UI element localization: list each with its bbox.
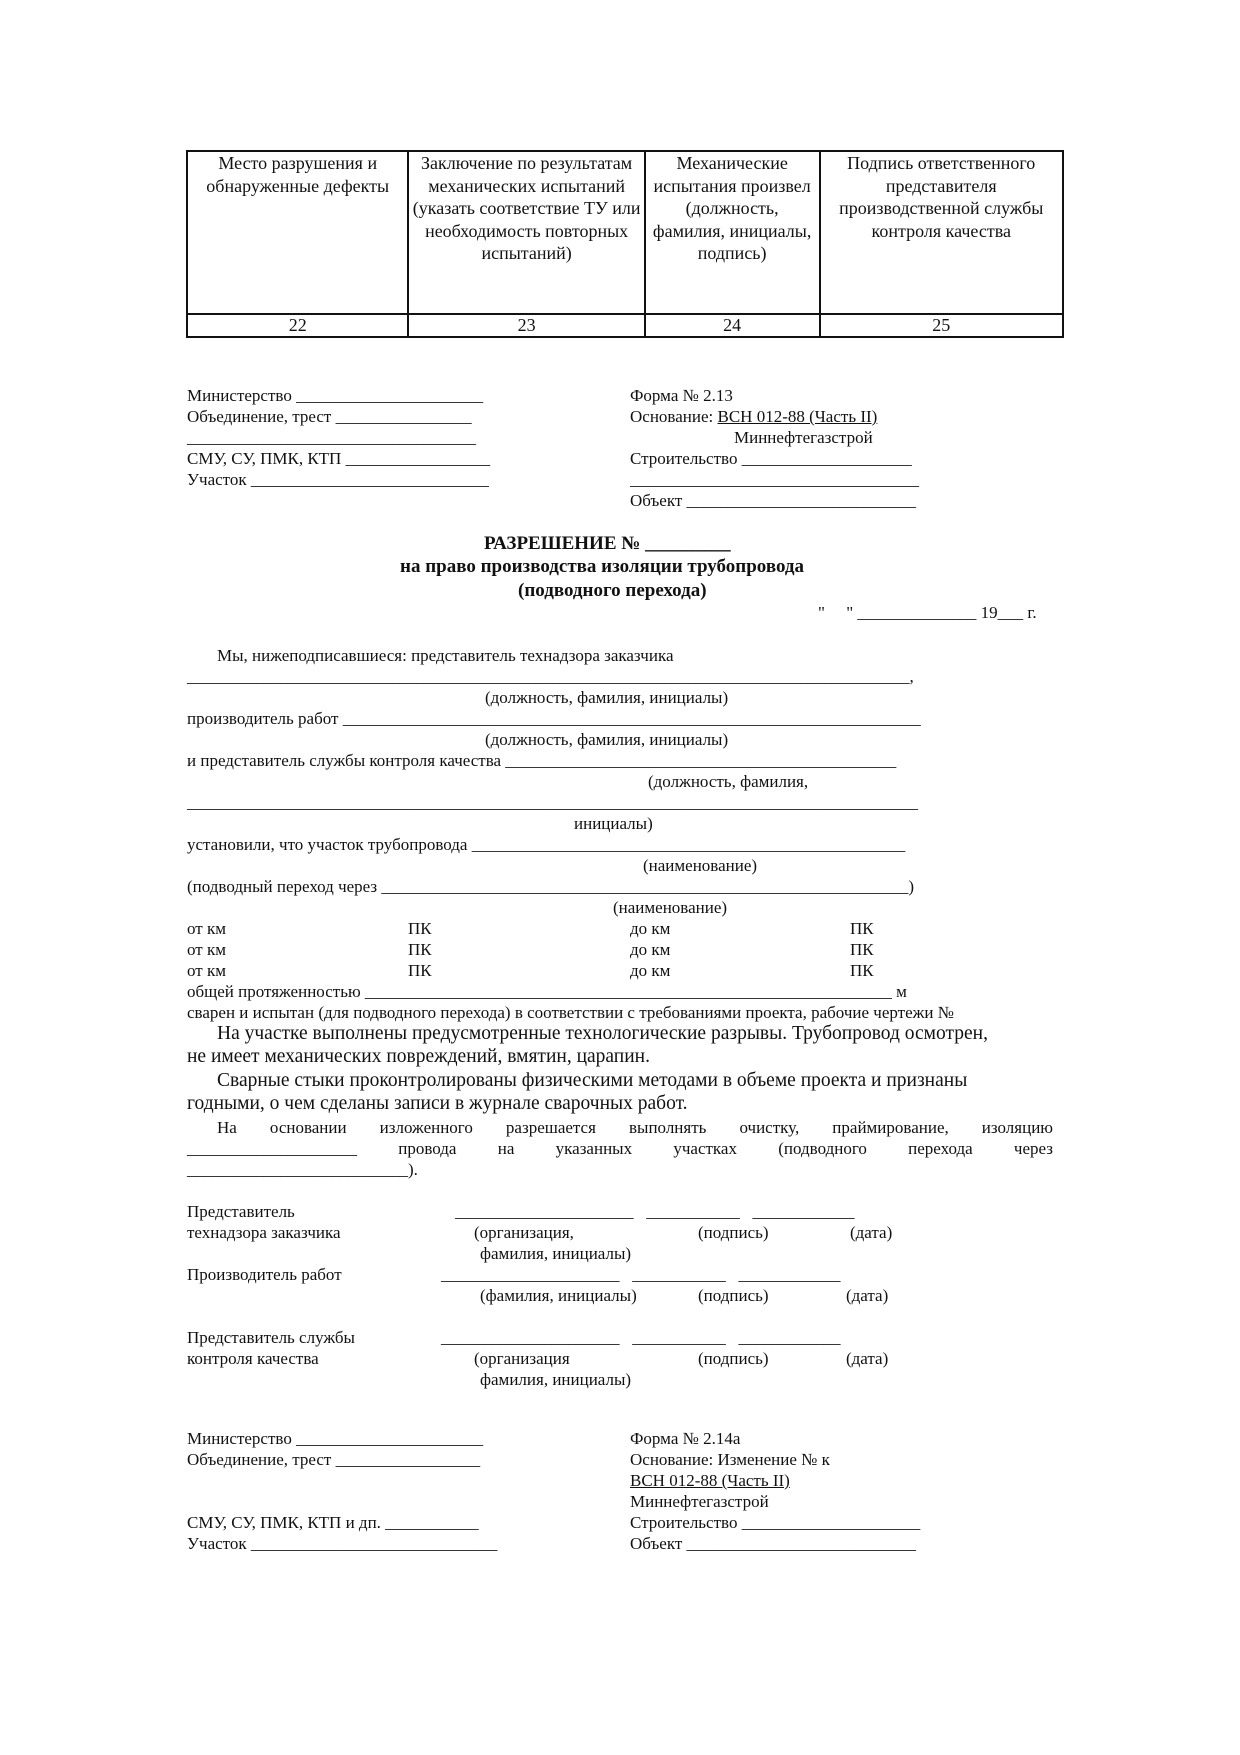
- document-title: РАЗРЕШЕНИЕ № _________: [484, 533, 731, 554]
- paragraph-permission-cont: ____________________ провода на указанных участках (подводного перехода через: [187, 1139, 1053, 1158]
- pk-label: ПК: [408, 940, 432, 959]
- paragraph-permission: На основании изложенного разрешается выполнять очистку, праймирование, изоляцию: [217, 1118, 1053, 1137]
- to-km-label: до км: [630, 919, 671, 938]
- object-field: Объект ___________________________: [630, 1534, 917, 1553]
- column-number: 25: [820, 314, 1064, 337]
- pk-label: ПК: [408, 961, 432, 980]
- column-number: 24: [645, 314, 820, 337]
- table-header-cell: Подпись ответственного представителя производственной службы контроля качества: [820, 151, 1064, 314]
- table-header-cell: Заключение по результатам механических испытаний (указать соответствие ТУ или необходимость повторных испытаний): [408, 151, 644, 314]
- date-line: " " ______________ 19___ г.: [818, 603, 1037, 622]
- signature-lines: _____________________ ___________ ____________: [441, 1328, 841, 1347]
- document-subtitle: на право производства изоляции трубопровода: [400, 556, 805, 577]
- qc-field: и представитель службы контроля качества ______________________________________________: [187, 751, 897, 770]
- pk-label: ПК: [850, 961, 874, 980]
- signature-lines: _____________________ ___________ ____________: [455, 1202, 855, 1221]
- column-number: 23: [408, 314, 644, 337]
- total-length-field: общей протяженностью ______________________________________________________________ м: [187, 982, 907, 1001]
- signature-lines: _____________________ ___________ ____________: [441, 1265, 841, 1284]
- producer-field: производитель работ ____________________________________________________________________: [187, 709, 921, 728]
- hint-caption: (должность, фамилия, инициалы): [485, 688, 729, 707]
- basis-organization: Миннефтегазстрой: [734, 428, 873, 447]
- signature-caption: (организация,: [474, 1223, 574, 1242]
- fill-line: _____________________________________________________________________________________,: [187, 667, 914, 686]
- paragraph-permission-end: __________________________).: [187, 1160, 418, 1179]
- association-field: Объединение, трест _________________: [187, 1450, 481, 1469]
- hint-caption: (должность, фамилия,: [648, 772, 809, 791]
- table-header-row: [187, 151, 1063, 314]
- pk-label: ПК: [408, 919, 432, 938]
- paragraph-breaks: На участке выполнены предусмотренные технологические разрывы. Трубопровод осмотрен,: [217, 1023, 988, 1044]
- signature-caption: (подпись): [698, 1286, 769, 1305]
- signature-role: Производитель работ: [187, 1265, 342, 1284]
- signature-role: технадзора заказчика: [187, 1223, 341, 1242]
- signature-caption: (организация: [474, 1349, 570, 1368]
- crossing-field: (подводный переход через ______________________________________________________________): [187, 877, 915, 896]
- from-km-label: от км: [187, 919, 226, 938]
- pk-label: ПК: [850, 940, 874, 959]
- basis-document: ВСН 012-88 (Часть II): [717, 407, 878, 426]
- signature-caption: (дата): [846, 1286, 889, 1305]
- welded-text: сварен и испытан (для подводного перехода) в соответствии с требованиями проекта, рабочие чертежи №: [187, 1003, 954, 1022]
- hint-caption: (наименование): [613, 898, 728, 917]
- paragraph-joints: Сварные стыки проконтролированы физическими методами в объеме проекта и признаны: [217, 1070, 968, 1091]
- blank-line: __________________________________: [630, 470, 919, 489]
- form-number: Форма № 2.13: [630, 386, 733, 405]
- section-field: Участок _____________________________: [187, 1534, 498, 1553]
- signature-role: Представитель: [187, 1202, 295, 1221]
- signature-role: Представитель службы: [187, 1328, 355, 1347]
- construction-field: Строительство _____________________: [630, 1513, 921, 1532]
- signature-caption: (фамилия, инициалы): [480, 1286, 637, 1305]
- hint-caption: (должность, фамилия, инициалы): [485, 730, 729, 749]
- signature-caption: (дата): [846, 1349, 889, 1368]
- form-number: Форма № 2.14а: [630, 1429, 741, 1448]
- document-subtitle-2: (подводного перехода): [518, 580, 707, 601]
- from-km-label: от км: [187, 961, 226, 980]
- to-km-label: до км: [630, 961, 671, 980]
- basis-line: Основание: Изменение № к: [630, 1450, 830, 1469]
- signature-caption: (дата): [850, 1223, 893, 1242]
- from-km-label: от км: [187, 940, 226, 959]
- basis-organization: Миннефтегазстрой: [630, 1492, 769, 1511]
- basis-label: Основание:: [630, 407, 718, 426]
- signature-caption: (подпись): [698, 1349, 769, 1368]
- paragraph-breaks-cont: не имеет механических повреждений, вмятин, царапин.: [187, 1046, 650, 1067]
- signature-role: контроля качества: [187, 1349, 319, 1368]
- section-field: Участок ____________________________: [187, 470, 489, 489]
- paragraph-joints-cont: годными, о чем сделаны записи в журнале сварочных работ.: [187, 1093, 688, 1114]
- pipeline-section-field: установили, что участок трубопровода ___________________________________________________: [187, 835, 906, 854]
- column-number: 22: [187, 314, 408, 337]
- association-field: Объединение, трест ________________: [187, 407, 472, 426]
- basis-line: [630, 406, 877, 427]
- table-header-cell: Механические испытания произвел (должность, фамилия, инициалы, подпись): [645, 151, 820, 314]
- ministry-field: Министерство ______________________: [187, 386, 484, 405]
- construction-field: Строительство ____________________: [630, 449, 912, 468]
- signature-caption: фамилия, инициалы): [480, 1370, 632, 1389]
- hint-caption: (наименование): [643, 856, 758, 875]
- mechanical-tests-table: [186, 150, 1064, 338]
- smu-field: СМУ, СУ, ПМК, КТП и дп. ___________: [187, 1513, 479, 1532]
- to-km-label: до км: [630, 940, 671, 959]
- ministry-field: Министерство ______________________: [187, 1429, 484, 1448]
- table-number-row: [187, 314, 1063, 337]
- smu-field: СМУ, СУ, ПМК, КТП _________________: [187, 449, 491, 468]
- basis-document: ВСН 012-88 (Часть II): [630, 1471, 790, 1490]
- hint-caption: инициалы): [574, 814, 653, 833]
- intro-text: Мы, нижеподписавшиеся: представитель технадзора заказчика: [217, 646, 674, 665]
- signature-caption: (подпись): [698, 1223, 769, 1242]
- signature-caption: фамилия, инициалы): [480, 1244, 632, 1263]
- blank-line: __________________________________: [187, 428, 476, 447]
- table-header-cell: Место разрушения и обнаруженные дефекты: [187, 151, 408, 314]
- fill-line: ______________________________________________________________________________________: [187, 793, 918, 812]
- object-field: Объект ___________________________: [630, 491, 917, 510]
- pk-label: ПК: [850, 919, 874, 938]
